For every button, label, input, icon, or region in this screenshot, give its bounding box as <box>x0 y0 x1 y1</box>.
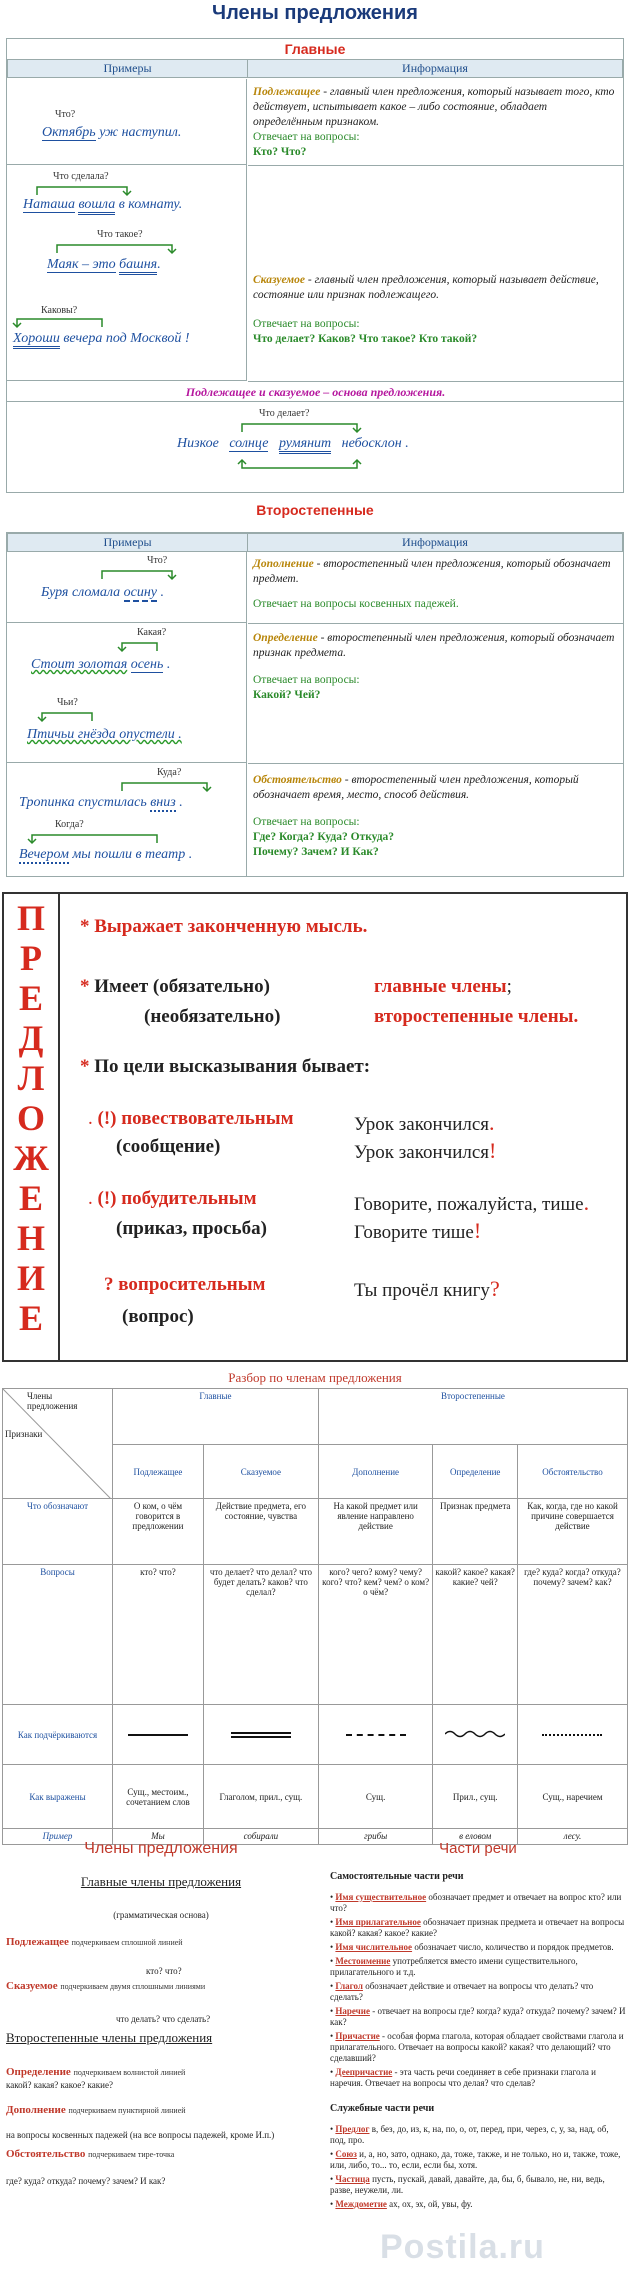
type-sub: (сообщение) <box>116 1136 221 1157</box>
table-cell: Мы <box>113 1829 204 1845</box>
pos-desc: пусть, пускай, давай, давайте, да, бы, б, бывало, не, ни, ведь, разве, неужели, ли. <box>330 2174 605 2195</box>
table-cell: На какой предмет или явление направлено действие <box>318 1499 433 1565</box>
watermark: Postila.ru <box>380 2228 545 2266</box>
question-label: Куда? <box>157 767 182 778</box>
pos-desc: употребляется вместо имени существительного, прилагательного и т.д. <box>330 1956 578 1977</box>
example-text: мы пошли в театр . <box>72 847 193 862</box>
term: Сказуемое <box>6 1980 58 1992</box>
corner-cell <box>3 1389 113 1499</box>
arrow-connector <box>237 420 377 434</box>
type-sub: (вопрос) <box>122 1306 194 1327</box>
arrow-connector <box>27 831 167 847</box>
example-word: румянит <box>279 436 331 454</box>
row-label: Как выражены <box>3 1765 113 1829</box>
pos-desc: и, а, но, зато, однако, да, тоже, также, и не только, но и, также, тоже, или, либо, то... то, если, если бы, хотя. <box>330 2149 621 2170</box>
term-subject: Подлежащее <box>253 86 321 98</box>
table-cell: Сущ. <box>318 1765 433 1829</box>
question-label: Какая? <box>137 627 167 638</box>
pos-term: Наречие <box>335 2006 370 2016</box>
answer-label: Отвечает на вопросы: <box>253 131 360 143</box>
example-word: башня <box>119 257 157 275</box>
vertical-letter: Р <box>20 938 42 978</box>
table-row <box>3 1499 628 1565</box>
example-word: Хороши <box>13 331 60 349</box>
parse-main-header: Главные <box>113 1389 319 1445</box>
table-cell: кого? чего? кому? чему? кого? что? кем? чем? о ком? о чём? <box>318 1565 433 1705</box>
table-cell: где? куда? когда? откуда? почему? зачем? как? <box>517 1565 627 1705</box>
mark: ? <box>104 1274 114 1295</box>
example-subject-word: Октябрь <box>42 125 96 140</box>
type-sub: (приказ, просьба) <box>116 1218 267 1239</box>
col-examples-header: Примеры <box>8 60 248 78</box>
type-label: повествовательным <box>121 1108 294 1129</box>
vertical-letter: О <box>16 1098 45 1138</box>
basis-bracket <box>237 458 377 474</box>
pos-term: Деепричастие <box>335 2067 393 2077</box>
pos-term: Имя числительное <box>335 1942 413 1952</box>
vertical-letter: Ж <box>13 1138 49 1178</box>
info-desc: - второстепенный член предложения, который обозначает время, место, способ действия. <box>253 774 579 801</box>
example-text: Тропинка спустилась <box>19 795 147 810</box>
question-label: Что сделала? <box>53 171 109 182</box>
sentence-vertical-word <box>4 894 60 1360</box>
example-cell-object: Что? Буря сломала осину . <box>7 551 247 623</box>
example-text: уж наступил. <box>99 125 182 140</box>
pos-term: Имя существительное <box>335 1892 427 1902</box>
sentence-line: главные члены <box>374 976 507 997</box>
pos-term: Частица <box>335 2174 370 2184</box>
vertical-letter: Н <box>16 1218 45 1258</box>
term-attribute: Определение <box>253 632 318 644</box>
question-label: Чьи? <box>57 697 78 708</box>
info-attribute <box>248 627 623 707</box>
parse-title: Разбор по членам предложения <box>228 1370 402 1385</box>
info-desc: - главный член предложения, который называет того, кто действует, испытывает какое – либо состояние, обладает определённым признаком. <box>253 86 615 128</box>
example-text: Птичьи гнёзда опустели . <box>27 727 182 742</box>
pos-desc: обозначает число, количество и порядок предметов. <box>412 1942 614 1952</box>
answers: Какой? Чей? <box>253 689 321 701</box>
question: что делать? что сделать? <box>116 2014 211 2024</box>
question: какой? какая? какое? какие? <box>6 2080 113 2090</box>
example-word: осину <box>123 585 157 600</box>
note: подчеркиваем двумя сплошными линиями <box>60 1982 206 1991</box>
pos-term: Междометие <box>335 2199 387 2209</box>
term: Определение <box>6 2066 71 2078</box>
table-cell: какой? какое? какая? какие? чей? <box>433 1565 518 1705</box>
vertical-letter: Е <box>18 1298 43 1338</box>
independent-heading: Самостоятельные части речи <box>330 1871 464 1882</box>
info-predicate <box>248 269 623 351</box>
pos-term: Союз <box>335 2149 357 2159</box>
answer-label: Отвечает на вопросы: <box>253 318 360 330</box>
term-object: Дополнение <box>253 558 314 570</box>
parse-col: Подлежащее <box>113 1445 204 1499</box>
row-label: Вопросы <box>3 1565 113 1705</box>
answers: Что делает? Каков? Что такое? Кто такой? <box>253 333 478 345</box>
arrow-connector <box>37 709 107 725</box>
service-heading: Служебные части речи <box>330 2103 435 2114</box>
lower-left-title: Члены предложения <box>84 1840 238 1857</box>
example-cell-predicate: Что сделала? Наташа вошла в комнату. Что такое? Маяк – это башня. Каковы? Хороши вечера под Москвой ! <box>7 165 247 381</box>
arrow-connector <box>117 639 177 655</box>
mark: (!) <box>97 1108 117 1129</box>
pos-desc: обозначает признак предмета и отвечает на вопросы какой? какая? какое? какие? <box>330 1917 625 1938</box>
table-cell: Глаголом, прил., сущ. <box>203 1765 318 1829</box>
underline-dotdash <box>517 1705 627 1765</box>
table-cell: собирали <box>203 1829 318 1845</box>
example-word: осень <box>130 657 164 672</box>
pos-term: Причастие <box>335 2031 380 2041</box>
example: Урок закончился <box>354 1142 490 1163</box>
underline-solid <box>113 1705 204 1765</box>
sentence-line: Выражает законченную мысль. <box>94 916 368 937</box>
col-examples-header: Примеры <box>8 534 248 552</box>
example-text: вечера под Москвой ! <box>63 331 190 346</box>
secondary-members-title: Второстепенные <box>256 502 374 518</box>
row-label: Пример <box>3 1829 113 1845</box>
type-label: побудительным <box>121 1188 257 1209</box>
table-row <box>3 1705 628 1765</box>
example: Урок закончился <box>354 1114 490 1135</box>
question-label: Каковы? <box>41 305 78 316</box>
underline-double <box>203 1705 318 1765</box>
table-cell: Действие предмета, его состояние, чувства <box>203 1499 318 1565</box>
table-cell: кто? что? <box>113 1565 204 1705</box>
answer-label: Отвечает на вопросы: <box>253 674 360 686</box>
example-cell-subject <box>7 79 247 165</box>
example: Говорите, пожалуйста, тише <box>354 1194 584 1215</box>
example-cell-attribute: Какая? Стоит золотая осень . Чьи? Птичьи гнёзда опустели . <box>7 623 247 763</box>
secondary-members-section <box>6 532 624 877</box>
example: Ты прочёл книгу <box>354 1280 490 1301</box>
vertical-letter: Д <box>18 1018 44 1058</box>
table-cell: Сущ., местоим., сочетанием слов <box>113 1765 204 1829</box>
table-cell: Как, когда, где но какой причине совершается действие <box>517 1499 627 1565</box>
sentence-line: второстепенные члены. <box>374 1006 579 1027</box>
col-info-header: Информация <box>248 534 623 552</box>
term-predicate: Сказуемое <box>253 274 306 286</box>
table-cell: Сущ., наречием <box>517 1765 627 1829</box>
table-cell: лесу. <box>517 1829 627 1845</box>
mark: ? <box>489 1276 500 1301</box>
arrow-connector <box>32 183 152 197</box>
answers: Где? Когда? Куда? Откуда? <box>253 831 395 843</box>
table-cell: в еловом <box>433 1829 518 1845</box>
info-desc: - второстепенный член предложения, который обозначает признак предмета. <box>253 632 615 659</box>
row-label: Что обозначают <box>3 1499 113 1565</box>
info-desc: - главный член предложения, который называет действие, состояние или признак подлежащего. <box>253 274 599 301</box>
basis-note: Подлежащее и сказуемое – основа предложения. <box>7 382 624 402</box>
example-text: Буря сломала <box>41 585 121 600</box>
answers: Почему? Зачем? И Как? <box>253 846 379 858</box>
info-subject <box>248 81 623 164</box>
example-word: Наташа <box>23 197 75 212</box>
vertical-letter: И <box>16 1258 45 1298</box>
arrow-connector <box>12 315 132 329</box>
underline-wavy <box>433 1705 518 1765</box>
answers: Отвечает на вопросы косвенных падежей. <box>253 598 459 610</box>
example-word: Маяк – это <box>47 257 116 272</box>
main-members-sub: (грамматическая основа) <box>113 1910 209 1920</box>
term: Подлежащее <box>6 1936 69 1948</box>
example-text: небосклон . <box>341 436 409 451</box>
question: на вопросы косвенных падежей (на все вопросы падежей, кроме И.п.) <box>6 2130 275 2140</box>
secondary-members-heading: Второстепенные члены предложения <box>6 2030 213 2045</box>
pos-desc: - отвечает на вопросы где? когда? куда? откуда? почему? зачем? И как? <box>330 2006 626 2027</box>
main-members-title: Главные <box>7 39 623 59</box>
pos-term: Имя прилагательное <box>335 1917 421 1927</box>
underline-dashed <box>318 1705 433 1765</box>
question: кто? что? <box>146 1966 182 1976</box>
example-word: солнце <box>229 436 269 451</box>
corner-top: Члены предложения <box>27 1391 78 1411</box>
pos-desc: ах, ох, эх, ой, увы, фу. <box>386 2199 473 2209</box>
question-label: Что? <box>55 109 76 120</box>
parse-secondary-header: Второстепенные <box>318 1389 627 1445</box>
example-word: вошла <box>78 197 115 215</box>
parse-col: Обстоятельство <box>517 1445 627 1499</box>
term: Дополнение <box>6 2104 66 2116</box>
question-label: Что делает? <box>259 408 310 419</box>
note: подчеркиваем пунктирной линией <box>68 2106 186 2115</box>
note: подчеркиваем сплошной линией <box>71 1938 183 1947</box>
sentence-line: По цели высказывания бывает: <box>94 1056 371 1077</box>
table-cell: грибы <box>318 1829 433 1845</box>
parse-col: Дополнение <box>318 1445 433 1499</box>
parse-table <box>2 1388 628 1845</box>
example-text: Низкое <box>177 436 219 451</box>
note: подчеркиваем тире-точка <box>88 2150 175 2159</box>
pos-desc: обозначает предмет и отвечает на вопрос кто? или что? <box>330 1892 622 1913</box>
example-word: Стоит золотая <box>31 657 128 672</box>
sentence-line: (необязательно) <box>144 1006 281 1027</box>
answers: Кто? Что? <box>253 146 307 158</box>
pos-desc: обозначает действие и отвечает на вопросы что делать? что сделать? <box>330 1981 594 2002</box>
sentence-block: П Р Е Д Л О Ж Е Н И Е * Выражает законченную мысль. * Имеет (обязательно) главные члены; (необязательно) второстепенные члены. * По цели высказывания бывает: . (!) повествовательным (сообщение) Урок закончился. Урок закончился! . (!) побудительным (приказ, просьба) Говорите, пожалуйста, тише. Говорите тише! ? вопросительным (вопрос) Ты прочёл книгу? <box>2 892 628 1362</box>
example-text: в комнату. <box>118 197 183 212</box>
example-cell-adverbial: Куда? Тропинка спустилась вниз . Когда? Вечером мы пошли в театр . <box>7 763 247 876</box>
basis-example <box>7 402 624 492</box>
vertical-letter: П <box>16 898 45 938</box>
arrow-connector <box>117 779 227 795</box>
table-cell: О ком, о чём говорится в предложении <box>113 1499 204 1565</box>
table-row <box>3 1565 628 1705</box>
question-label: Что? <box>147 555 168 566</box>
pos-desc: - особая форма глагола, которая обладает свойствами глагола и прилагательного. Отвечает на вопросы какой? какая? что делающий? что сделавший? <box>330 2031 624 2063</box>
sentence-line: Имеет (обязательно) <box>94 976 270 997</box>
vertical-letter: Л <box>17 1058 45 1098</box>
info-desc: - второстепенный член предложения, который обозначает предмет. <box>253 558 611 585</box>
page-title: Члены предложения <box>212 2 418 24</box>
example: Говорите тише <box>354 1222 474 1243</box>
parse-col: Сказуемое <box>203 1445 318 1499</box>
mark: (!) <box>97 1188 117 1209</box>
main-members-section <box>6 38 624 493</box>
col-info-header: Информация <box>248 60 623 78</box>
question-label: Когда? <box>55 819 84 830</box>
question-label: Что такое? <box>97 229 143 240</box>
pos-term: Глагол <box>335 1981 363 1991</box>
vertical-letter: Е <box>18 978 43 1018</box>
arrow-connector <box>52 241 192 255</box>
main-members-heading: Главные члены предложения <box>80 1874 242 1889</box>
type-label: вопросительным <box>118 1274 266 1295</box>
pos-desc: в, без, до, из, к, на, по, о, от, перед, при, через, с, у, за, над, об, под, про. <box>330 2124 609 2145</box>
row-label: Как подчёркиваются <box>3 1705 113 1765</box>
info-object <box>248 553 623 616</box>
table-cell: Признак предмета <box>433 1499 518 1565</box>
example-word: вниз <box>150 795 176 810</box>
question: где? куда? откуда? почему? зачем? И как? <box>6 2176 166 2186</box>
pos-desc: - эта часть речи соединяет в себе признаки глагола и наречия. Отвечает на вопросы что делая? что сделав? <box>330 2067 596 2088</box>
table-cell: что делает? что делал? что будет делать? каков? что сделал? <box>203 1565 318 1705</box>
pos-term: Предлог <box>335 2124 370 2134</box>
example-word: Вечером <box>19 847 69 862</box>
vertical-letter: Е <box>18 1178 43 1218</box>
note: подчеркиваем волнистой линией <box>73 2068 186 2077</box>
lower-right-panel: Части речи Самостоятельные части речи • Имя существительное обозначает предмет и отвечает на вопрос кто? или что? • Имя прилагательное обозначает признак предмета и отвечает на вопросы какой? какая? какое? какие? • Имя числительное обозначает число, количество и порядок предметов. • Местоимение употребляется вместо имени существительного, прилагательного и т.д. • Глагол обозначает действие и отвечает на вопросы что делать? что сделать? • Наречие - отвечает на вопросы где? когда? куда? откуда? почему? зачем? И как? • Причастие - особая форма глагола, которая обладает свойствами глагола и прилагательного. Отвечает на вопросы какой? какая? что делающий? что сделавший? • Деепричастие - эта часть речи соединяет в себе признаки глагола и наречия. Отвечает на вопросы что делая? что сделав? Служебные части речи • Предлог в, без, до, из, к, на, по, о, от, перед, при, через, с, у, за, над, об, под, про. • Союз и, а, но, зато, однако, да, тоже, также, и не только, но и, также, тоже, или, либо, то... то, если, если бы, хотя. • Частица пусть, пускай, давай, давайте, да, бы, б, бывало, не, ни, ведь, разве, неужели, ли. • Междометие ах, ох, эх, ой, увы, фу. <box>330 1840 626 2209</box>
info-adverbial <box>248 769 623 864</box>
term-adverbial: Обстоятельство <box>253 774 342 786</box>
term: Обстоятельство <box>6 2148 86 2160</box>
answer-label: Отвечает на вопросы: <box>253 816 360 828</box>
lower-left-panel <box>6 1840 316 2270</box>
corner-bottom: Признаки <box>5 1429 43 1439</box>
pos-term: Местоимение <box>335 1956 391 1966</box>
arrow-connector <box>97 567 187 583</box>
parse-col: Определение <box>433 1445 518 1499</box>
table-cell: Прил., сущ. <box>433 1765 518 1829</box>
table-row <box>3 1765 628 1829</box>
lower-right-title: Части речи <box>439 1840 517 1857</box>
